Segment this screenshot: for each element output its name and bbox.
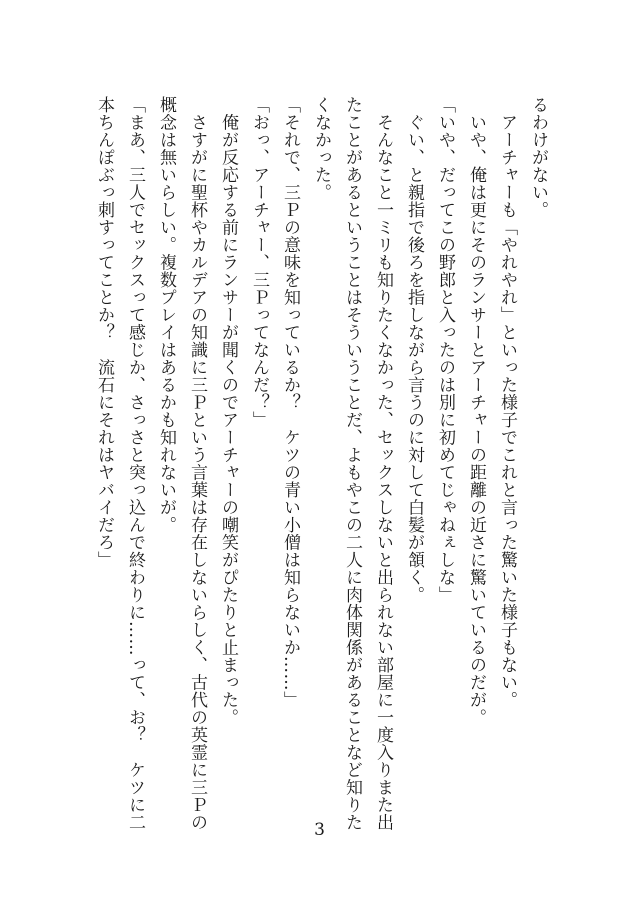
text-line: くなかった。 [311, 96, 331, 201]
page-number: 3 [314, 820, 325, 840]
text-line: さすがに聖杯やカルデアの知識に三Ｐという言葉は存在しないらしく、古代の英霊に三Ｐの [187, 96, 207, 831]
text-line: 俺が反応する前にランサーが聞くのでアーチャーの嘲笑がぴたりと止まった。 [218, 96, 238, 726]
text-line: そんなこと一ミリも知りたくなかった、セックスしないと出られない部屋に一度入りまた出 [373, 96, 393, 831]
text-line: たことがあるということはそういうことだ、よもやこの二人に肉体関係があることなど知りた [342, 96, 362, 831]
vertical-text-body [88, 96, 553, 831]
text-line: 概念は無いらしい。複数プレイはあるかも知れないが。 [156, 96, 176, 534]
text-line: いや、俺は更にそのランサーとアーチャーの距離の近さに驚いているのだが。 [466, 96, 486, 726]
text-line: 「それで、三Ｐの意味を知っているか？ ケツの青い小僧は知らないか……」 [280, 96, 300, 709]
text-line: るわけがない。 [528, 96, 548, 219]
text-line: 「おっ、アーチャー、三Ｐってなんだ？」 [249, 96, 269, 429]
text-line: 「いや、だってこの野郎と入ったのは別に初めてじゃねぇしな」 [435, 96, 455, 604]
text-line: ぐい、と親指で後ろを指しながら言うのに対して白髪が頷く。 [404, 96, 424, 604]
text-line: 「まあ、三人でセックスって感じか、さっさと突っ込んで終わりに……って、お？ ケツに二 [125, 96, 145, 831]
text-line: 本ちんぽぶっ刺すってことか？ 流石にそれはヤバイだろ」 [94, 96, 114, 569]
text-line: アーチャーも「やれやれ」といった様子でこれと言った驚いた様子もない。 [497, 96, 517, 709]
